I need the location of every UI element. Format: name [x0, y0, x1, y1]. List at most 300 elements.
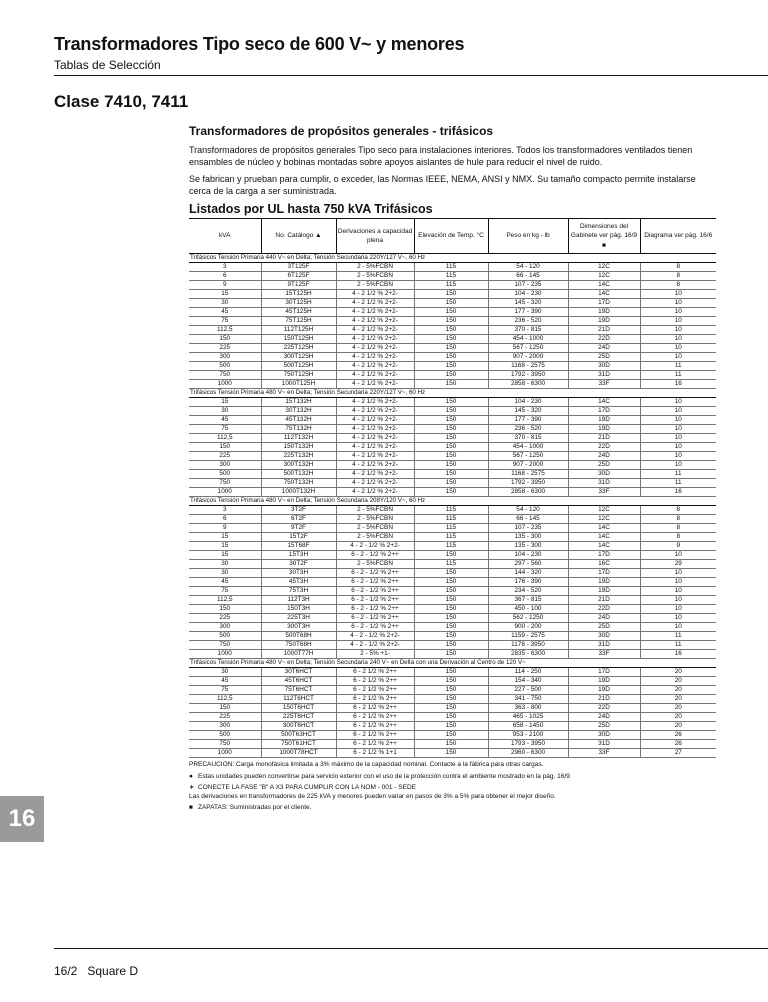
square-mark: ■ [189, 804, 193, 811]
footer [54, 964, 138, 978]
cell-diagram: 10 [640, 398, 716, 407]
table-row [189, 263, 716, 272]
cell-temp-rise: 150 [414, 695, 488, 704]
cell-weight: 135 - 300 [488, 542, 568, 551]
cell-kva: 300 [189, 623, 261, 632]
cell-diagram: 11 [640, 470, 716, 479]
table-row [189, 560, 716, 569]
cell-taps: 4 - 2 1/2 % 2+2- [336, 371, 414, 380]
cell-enclosure: 25D [568, 623, 640, 632]
cell-enclosure: 19D [568, 308, 640, 317]
cell-catalog: 112T125H [261, 326, 336, 335]
table-header-row [189, 219, 716, 254]
cell-catalog: 150T6HCT [261, 704, 336, 713]
table-row [189, 470, 716, 479]
cell-diagram: 11 [640, 362, 716, 371]
cell-weight: 154 - 340 [488, 677, 568, 686]
cell-temp-rise: 115 [414, 272, 488, 281]
header-kva: kVA [189, 219, 261, 254]
cell-enclosure: 19D [568, 317, 640, 326]
table-row [189, 344, 716, 353]
cell-temp-rise: 150 [414, 407, 488, 416]
cell-kva: 112,5 [189, 326, 261, 335]
table-title: Listados por UL hasta 750 kVA Trifásicos [189, 202, 433, 216]
table-row [189, 515, 716, 524]
section-title: Transformadores de propósitos generales - trifásicos [189, 124, 494, 138]
cell-enclosure: 30D [568, 731, 640, 740]
cell-enclosure: 30D [568, 632, 640, 641]
cell-weight: 1792 - 3950 [488, 371, 568, 380]
cell-kva: 300 [189, 353, 261, 362]
cell-enclosure: 21D [568, 596, 640, 605]
cell-weight: 227 - 500 [488, 686, 568, 695]
table-row [189, 749, 716, 758]
cell-catalog: 225T3H [261, 614, 336, 623]
table-row [189, 632, 716, 641]
cell-taps: 6 - 2 1/2 % 2++ [336, 731, 414, 740]
lugs-note: ■ ZAPATAS: Suministradas por el cliente. [189, 804, 312, 811]
cell-weight: 367 - 815 [488, 596, 568, 605]
cell-catalog: 750T61HCT [261, 740, 336, 749]
cell-taps: 4 - 2 1/2 % 2+2- [336, 470, 414, 479]
cell-diagram: 20 [640, 668, 716, 677]
cell-enclosure: 31D [568, 740, 640, 749]
cell-diagram: 9 [640, 542, 716, 551]
table-row [189, 461, 716, 470]
table-row [189, 578, 716, 587]
cell-temp-rise: 150 [414, 668, 488, 677]
cell-kva: 15 [189, 533, 261, 542]
cell-enclosure: 31D [568, 641, 640, 650]
cell-temp-rise: 115 [414, 515, 488, 524]
cell-taps: 4 - 2 1/2 % 2+2- [336, 479, 414, 488]
cell-enclosure: 31D [568, 371, 640, 380]
cell-taps: 6 - 2 1/2 % 2++ [336, 722, 414, 731]
cell-taps: 4 - 2 1/2 % 2+2- [336, 407, 414, 416]
cell-weight: 2858 - 6300 [488, 488, 568, 497]
cell-taps: 4 - 2 - 1/2 % 2+2- [336, 542, 414, 551]
cell-diagram: 10 [640, 596, 716, 605]
table-body [189, 254, 716, 758]
cell-taps: 6 - 2 - 1/2 % 2++ [336, 596, 414, 605]
cell-diagram: 10 [640, 353, 716, 362]
cell-kva: 500 [189, 632, 261, 641]
standards-paragraph: Se fabrican y prueban para cumplir, o exceder, las Normas IEEE, NEMA, ANSI y NMX. Su tamaño compacto permite instalarse cerca de la carga a ser suministrada. [189, 174, 696, 196]
cell-temp-rise: 150 [414, 317, 488, 326]
cell-kva: 750 [189, 371, 261, 380]
cell-diagram: 8 [640, 272, 716, 281]
cell-enclosure: 24D [568, 452, 640, 461]
cell-enclosure: 14C [568, 290, 640, 299]
cell-catalog: 112T6HCT [261, 695, 336, 704]
cell-diagram: 10 [640, 434, 716, 443]
cell-kva: 30 [189, 560, 261, 569]
cell-catalog: 300T132H [261, 461, 336, 470]
cell-taps: 4 - 2 1/2 % 2+2- [336, 425, 414, 434]
cell-kva: 225 [189, 713, 261, 722]
header-taps: Derivaciones a capacidad plena [336, 219, 414, 254]
cell-catalog: 300T3H [261, 623, 336, 632]
table-row [189, 452, 716, 461]
cell-weight: 465 - 1025 [488, 713, 568, 722]
cell-weight: 236 - 520 [488, 317, 568, 326]
table-row [189, 398, 716, 407]
cell-taps: 6 - 2 1/2 % 2++ [336, 740, 414, 749]
cell-temp-rise: 150 [414, 326, 488, 335]
cell-enclosure: 25D [568, 461, 640, 470]
cell-weight: 1159 - 2575 [488, 632, 568, 641]
cell-catalog: 3T2F [261, 506, 336, 515]
cell-weight: 135 - 300 [488, 533, 568, 542]
cell-kva: 225 [189, 614, 261, 623]
cell-diagram: 10 [640, 425, 716, 434]
cell-temp-rise: 150 [414, 308, 488, 317]
cell-taps: 6 - 2 - 1/2 % 2++ [336, 605, 414, 614]
cell-catalog: 300T125H [261, 353, 336, 362]
cell-diagram: 10 [640, 299, 716, 308]
cell-diagram: 10 [640, 461, 716, 470]
class-title: Clase 7410, 7411 [54, 92, 189, 111]
cell-catalog: 45T6HCT [261, 677, 336, 686]
cell-temp-rise: 150 [414, 290, 488, 299]
cell-catalog: 75T132H [261, 425, 336, 434]
cell-weight: 66 - 145 [488, 515, 568, 524]
cell-diagram: 20 [640, 722, 716, 731]
cell-temp-rise: 150 [414, 677, 488, 686]
table-row [189, 272, 716, 281]
cell-catalog: 150T132H [261, 443, 336, 452]
cell-temp-rise: 150 [414, 731, 488, 740]
cell-catalog: 112T3H [261, 596, 336, 605]
cell-temp-rise: 115 [414, 263, 488, 272]
cell-weight: 454 - 1000 [488, 443, 568, 452]
cell-diagram: 8 [640, 533, 716, 542]
cell-catalog: 3T125F [261, 263, 336, 272]
cell-temp-rise: 150 [414, 587, 488, 596]
cell-enclosure: 30D [568, 470, 640, 479]
cell-enclosure: 19D [568, 416, 640, 425]
cell-kva: 750 [189, 740, 261, 749]
cell-temp-rise: 150 [414, 380, 488, 389]
cell-catalog: 75T3H [261, 587, 336, 596]
table-row [189, 551, 716, 560]
cell-enclosure: 21D [568, 434, 640, 443]
cell-taps: 6 - 2 - 1/2 % 2++ [336, 551, 414, 560]
cell-temp-rise: 115 [414, 506, 488, 515]
cell-diagram: 10 [640, 578, 716, 587]
cell-kva: 1000 [189, 488, 261, 497]
cell-temp-rise: 150 [414, 434, 488, 443]
cell-diagram: 8 [640, 506, 716, 515]
cell-taps: 6 - 2 1/2 % 2++ [336, 668, 414, 677]
cell-kva: 1000 [189, 749, 261, 758]
cell-diagram: 11 [640, 479, 716, 488]
cell-taps: 2 - 5%FCBN [336, 281, 414, 290]
cell-weight: 107 - 235 [488, 281, 568, 290]
cell-kva: 150 [189, 605, 261, 614]
cell-taps: 4 - 2 - 1/2 % 2+2- [336, 641, 414, 650]
cell-weight: 177 - 390 [488, 416, 568, 425]
cell-taps: 4 - 2 1/2 % 2+2- [336, 434, 414, 443]
cell-catalog: 150T125H [261, 335, 336, 344]
cell-catalog: 9T2F [261, 524, 336, 533]
cell-taps: 2 - 5%FCBN [336, 524, 414, 533]
cell-enclosure: 21D [568, 326, 640, 335]
cell-taps: 6 - 2 1/2 % 2++ [336, 704, 414, 713]
cell-temp-rise: 150 [414, 722, 488, 731]
cell-kva: 15 [189, 290, 261, 299]
cell-catalog: 45T132H [261, 416, 336, 425]
cell-weight: 953 - 2100 [488, 731, 568, 740]
cell-diagram: 20 [640, 704, 716, 713]
cell-temp-rise: 150 [414, 344, 488, 353]
header-catalog: No. Catálogo ▲ [261, 219, 336, 254]
cell-weight: 1792 - 3950 [488, 479, 568, 488]
header-weight: Peso en kg - lb [488, 219, 568, 254]
cell-enclosure: 17D [568, 569, 640, 578]
cell-enclosure: 14C [568, 524, 640, 533]
cell-kva: 500 [189, 362, 261, 371]
cell-enclosure: 24D [568, 344, 640, 353]
cell-enclosure: 19D [568, 578, 640, 587]
cell-enclosure: 12C [568, 263, 640, 272]
cell-diagram: 10 [640, 452, 716, 461]
page-number: 16/2 [54, 964, 78, 978]
cell-kva: 300 [189, 461, 261, 470]
table-row [189, 443, 716, 452]
cell-diagram: 10 [640, 614, 716, 623]
cell-diagram: 10 [640, 335, 716, 344]
section-tab: 16 [0, 796, 44, 842]
cell-kva: 112,5 [189, 695, 261, 704]
cell-catalog: 750T132H [261, 479, 336, 488]
cell-diagram: 10 [640, 344, 716, 353]
cell-kva: 750 [189, 479, 261, 488]
cell-weight: 144 - 320 [488, 569, 568, 578]
cell-enclosure: 31D [568, 479, 640, 488]
table-row [189, 650, 716, 659]
cell-catalog: 15T68F [261, 542, 336, 551]
cell-temp-rise: 150 [414, 452, 488, 461]
cell-taps: 4 - 2 - 1/2 % 2+2- [336, 632, 414, 641]
cell-kva: 15 [189, 551, 261, 560]
cell-temp-rise: 150 [414, 578, 488, 587]
table-row [189, 362, 716, 371]
cell-kva: 1000 [189, 380, 261, 389]
cell-kva: 75 [189, 317, 261, 326]
cell-kva: 15 [189, 398, 261, 407]
cell-kva: 300 [189, 722, 261, 731]
cell-enclosure: 19D [568, 587, 640, 596]
cell-kva: 225 [189, 452, 261, 461]
cell-temp-rise: 150 [414, 425, 488, 434]
cell-catalog: 45T3H [261, 578, 336, 587]
cell-weight: 54 - 120 [488, 506, 568, 515]
cell-temp-rise: 150 [414, 488, 488, 497]
cell-enclosure: 16C [568, 560, 640, 569]
table-row [189, 533, 716, 542]
cell-enclosure: 25D [568, 353, 640, 362]
cell-diagram: 10 [640, 326, 716, 335]
brand-name: Square D [87, 964, 139, 978]
cell-weight: 907 - 2000 [488, 461, 568, 470]
table-row [189, 416, 716, 425]
cell-catalog: 1000T78HCT [261, 749, 336, 758]
cell-taps: 2 - 5%FCBN [336, 506, 414, 515]
cell-diagram: 11 [640, 632, 716, 641]
cell-temp-rise: 115 [414, 281, 488, 290]
cell-catalog: 150T3H [261, 605, 336, 614]
cell-weight: 341 - 750 [488, 695, 568, 704]
cell-diagram: 8 [640, 524, 716, 533]
cell-catalog: 112T132H [261, 434, 336, 443]
cell-catalog: 6T125F [261, 272, 336, 281]
cell-taps: 6 - 2 - 1/2 % 2++ [336, 623, 414, 632]
cell-diagram: 29 [640, 560, 716, 569]
cell-weight: 145 - 320 [488, 407, 568, 416]
header-divider [54, 75, 768, 76]
cell-temp-rise: 150 [414, 740, 488, 749]
cell-temp-rise: 150 [414, 551, 488, 560]
table-row [189, 695, 716, 704]
table-row [189, 614, 716, 623]
table-row [189, 326, 716, 335]
cell-enclosure: 19D [568, 686, 640, 695]
cell-weight: 145 - 320 [488, 299, 568, 308]
cell-temp-rise: 150 [414, 362, 488, 371]
cell-taps: 4 - 2 1/2 % 2+2- [336, 335, 414, 344]
cell-kva: 225 [189, 344, 261, 353]
cell-taps: 6 - 2 1/2 % 2++ [336, 713, 414, 722]
cell-temp-rise: 150 [414, 479, 488, 488]
cell-catalog: 225T6HCT [261, 713, 336, 722]
cell-kva: 15 [189, 542, 261, 551]
cell-weight: 2960 - 6300 [488, 749, 568, 758]
cell-catalog: 15T132H [261, 398, 336, 407]
cell-weight: 297 - 560 [488, 560, 568, 569]
table-row [189, 281, 716, 290]
cell-temp-rise: 150 [414, 713, 488, 722]
cell-diagram: 16 [640, 380, 716, 389]
cell-diagram: 20 [640, 677, 716, 686]
table-row [189, 488, 716, 497]
group-label: Trifásicos Tensión Primaria 480 V~ en Delta; Tensión Secundaria 220Y/127 V~, 60 Hz [189, 389, 716, 398]
table-row [189, 380, 716, 389]
table-row [189, 335, 716, 344]
cell-catalog: 1000T77H [261, 650, 336, 659]
footer-divider [54, 948, 768, 949]
cell-enclosure: 33F [568, 749, 640, 758]
cell-enclosure: 30D [568, 362, 640, 371]
cell-enclosure: 12C [568, 272, 640, 281]
cell-kva: 750 [189, 641, 261, 650]
cell-taps: 4 - 2 1/2 % 2+2- [336, 461, 414, 470]
cell-diagram: 10 [640, 587, 716, 596]
cell-weight: 658 - 1450 [488, 722, 568, 731]
cell-catalog: 15T3H [261, 551, 336, 560]
header-enclosure: Dimensiones del Gabinete ver pág. 16/9 ■ [568, 219, 640, 254]
main-content [189, 124, 716, 816]
cell-enclosure: 22D [568, 443, 640, 452]
cell-taps: 6 - 2 1/2 % 2++ [336, 677, 414, 686]
header-temp-rise: Elevación de Temp. °C [414, 219, 488, 254]
cell-enclosure: 17D [568, 299, 640, 308]
cell-enclosure: 21D [568, 695, 640, 704]
cell-catalog: 30T132H [261, 407, 336, 416]
cell-diagram: 10 [640, 317, 716, 326]
cell-temp-rise: 150 [414, 461, 488, 470]
cell-taps: 6 - 2 1/2 % 2++ [336, 686, 414, 695]
cell-enclosure: 33F [568, 650, 640, 659]
cell-taps: 4 - 2 1/2 % 2+2- [336, 452, 414, 461]
cell-taps: 4 - 2 1/2 % 2+2- [336, 317, 414, 326]
cell-temp-rise: 150 [414, 686, 488, 695]
cell-catalog: 300T6HCT [261, 722, 336, 731]
cell-kva: 75 [189, 425, 261, 434]
cell-enclosure: 14C [568, 533, 640, 542]
cell-temp-rise: 150 [414, 614, 488, 623]
table-row [189, 524, 716, 533]
cell-diagram: 10 [640, 569, 716, 578]
cell-taps: 2 - 5% +1- [336, 650, 414, 659]
cell-weight: 454 - 1000 [488, 335, 568, 344]
intro-paragraph: Transformadores de propósitos generales Tipo seco para instalaciones interiores. Todos los transformadores ventilados tienen ensambles de núcleo y bobinas montadas sobre apoyos aislantes de hule para reducir el nivel de ruido. [189, 145, 693, 167]
table-row [189, 722, 716, 731]
cell-weight: 54 - 120 [488, 263, 568, 272]
cell-taps: 4 - 2 1/2 % 2+2- [336, 398, 414, 407]
cell-diagram: 16 [640, 488, 716, 497]
table-row [189, 677, 716, 686]
cell-diagram: 10 [640, 416, 716, 425]
group-label: Trifásicos Tensión Primaria 480 V~ en Delta; Tensión Secundaria 208Y/120 V~, 60 Hz [189, 497, 716, 506]
cell-catalog: 750T68H [261, 641, 336, 650]
cell-diagram: 10 [640, 623, 716, 632]
cell-kva: 1000 [189, 650, 261, 659]
table-row [189, 290, 716, 299]
cell-enclosure: 17D [568, 407, 640, 416]
cell-enclosure: 19D [568, 425, 640, 434]
cell-catalog: 30T2F [261, 560, 336, 569]
cell-catalog: 1000T132H [261, 488, 336, 497]
cell-taps: 4 - 2 1/2 % 2+2- [336, 299, 414, 308]
cell-taps: 4 - 2 1/2 % 2+2- [336, 308, 414, 317]
cell-taps: 6 - 2 - 1/2 % 2++ [336, 587, 414, 596]
cell-taps: 4 - 2 1/2 % 2+2- [336, 380, 414, 389]
cell-weight: 177 - 390 [488, 308, 568, 317]
table-row [189, 596, 716, 605]
cell-weight: 176 - 390 [488, 578, 568, 587]
group-header-row [189, 659, 716, 668]
table-row [189, 317, 716, 326]
cell-temp-rise: 150 [414, 704, 488, 713]
table-row [189, 731, 716, 740]
cell-diagram: 8 [640, 515, 716, 524]
cell-weight: 1168 - 2575 [488, 362, 568, 371]
cell-taps: 2 - 5%FCBN [336, 560, 414, 569]
selection-table [189, 218, 716, 758]
cell-weight: 2835 - 6300 [488, 650, 568, 659]
cell-temp-rise: 115 [414, 560, 488, 569]
cell-catalog: 6T2F [261, 515, 336, 524]
cell-temp-rise: 150 [414, 371, 488, 380]
table-row [189, 623, 716, 632]
cell-weight: 370 - 815 [488, 434, 568, 443]
cell-taps: 4 - 2 1/2 % 2+2- [336, 362, 414, 371]
group-header-row [189, 497, 716, 506]
cell-kva: 30 [189, 299, 261, 308]
cell-kva: 500 [189, 470, 261, 479]
cell-temp-rise: 150 [414, 641, 488, 650]
